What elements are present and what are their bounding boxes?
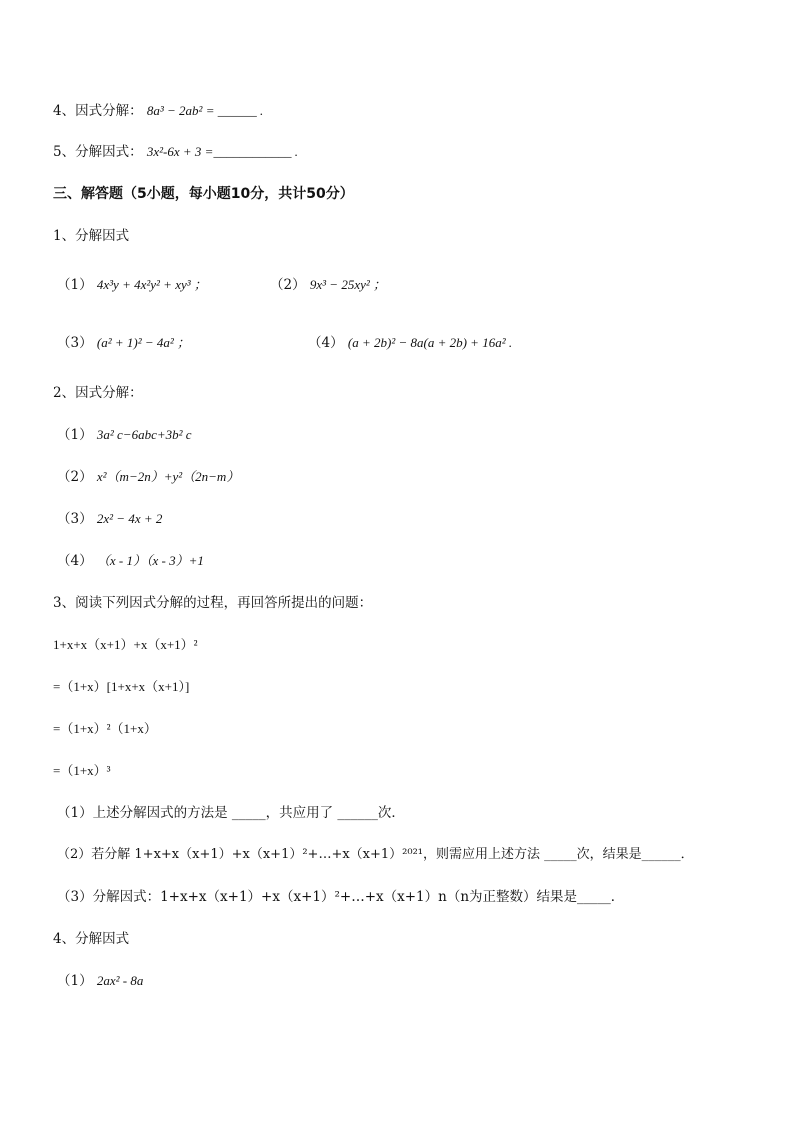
question-text: 4、因式分解： (53, 103, 143, 119)
q1-item-3 (57, 334, 190, 352)
q2-item-4 (57, 552, 204, 570)
item-label: （3） (57, 335, 93, 351)
math-expression: 2x² − 4x + 2 (96, 511, 163, 526)
item-label: （4） (308, 335, 344, 351)
item-label: （4） (57, 553, 93, 569)
q3-item-3: （3）分解因式：1+x+x（x+1）+x（x+1）²+…+x（x+1）n（n为正整数）结果是_____． (57, 889, 625, 905)
q1-item-2 (270, 276, 386, 294)
q4-title: 4、分解因式 (53, 931, 130, 947)
q3-item-1: （1）上述分解因式的方法是 _____，共应用了 ______次． (57, 805, 405, 821)
q2-title: 2、因式分解： (53, 385, 143, 401)
q2-item-1 (57, 426, 192, 444)
question-text: 5、分解因式： (53, 144, 143, 160)
math-expression: 2ax² - 8a (96, 973, 144, 988)
item-label: （2） (57, 469, 93, 485)
q2-item-2 (57, 468, 239, 486)
q1-item-4 (308, 334, 512, 352)
q2-item-3 (57, 510, 162, 528)
q1-title: 1、分解因式 (53, 228, 130, 244)
q3-step-4: =（1+x）³ (53, 763, 111, 778)
math-expression: (a² + 1)² − 4a² ； (96, 335, 191, 350)
math-expression: 9x³ − 25xy² ； (309, 277, 387, 292)
q3-step-2: =（1+x）[1+x+x（x+1）] (53, 679, 190, 694)
q1-item-1 (57, 276, 207, 294)
q3-item-2: （2）若分解 1+x+x（x+1）+x（x+1）²+…+x（x+1）²⁰²¹，则需应用上述方法 _____次，结果是______． (57, 847, 694, 862)
fill-in-question-4 (53, 102, 263, 120)
math-expression: （x - 1）（x - 3）+1 (96, 553, 204, 568)
math-expression: 8a³ − 2ab² = ______ . (146, 103, 264, 118)
section-title: 三、解答题（5小题，每小题10分，共计50分） (53, 186, 354, 202)
item-label: （2） (270, 277, 306, 293)
q4-item-1 (57, 972, 143, 990)
math-expression: 3a² c−6abc+3b² c (96, 427, 192, 442)
item-label: （1） (57, 277, 93, 293)
math-expression: 4x³y + 4x²y² + xy³ ； (96, 277, 207, 292)
q3-step-3: =（1+x）²（1+x） (53, 721, 157, 736)
fill-in-question-5 (53, 143, 298, 161)
item-label: （1） (57, 973, 93, 989)
item-label: （1） (57, 427, 93, 443)
item-label: （3） (57, 511, 93, 527)
math-expression: (a + 2b)² − 8a(a + 2b) + 16a² . (347, 335, 513, 350)
q3-title: 3、阅读下列因式分解的过程，再回答所提出的问题： (53, 595, 373, 611)
q3-step-1: 1+x+x（x+1）+x（x+1）² (53, 637, 198, 652)
math-expression: x²（m−2n）+y²（2n−m） (96, 469, 240, 484)
math-expression: 3x²-6x + 3 =____________ . (146, 144, 298, 159)
